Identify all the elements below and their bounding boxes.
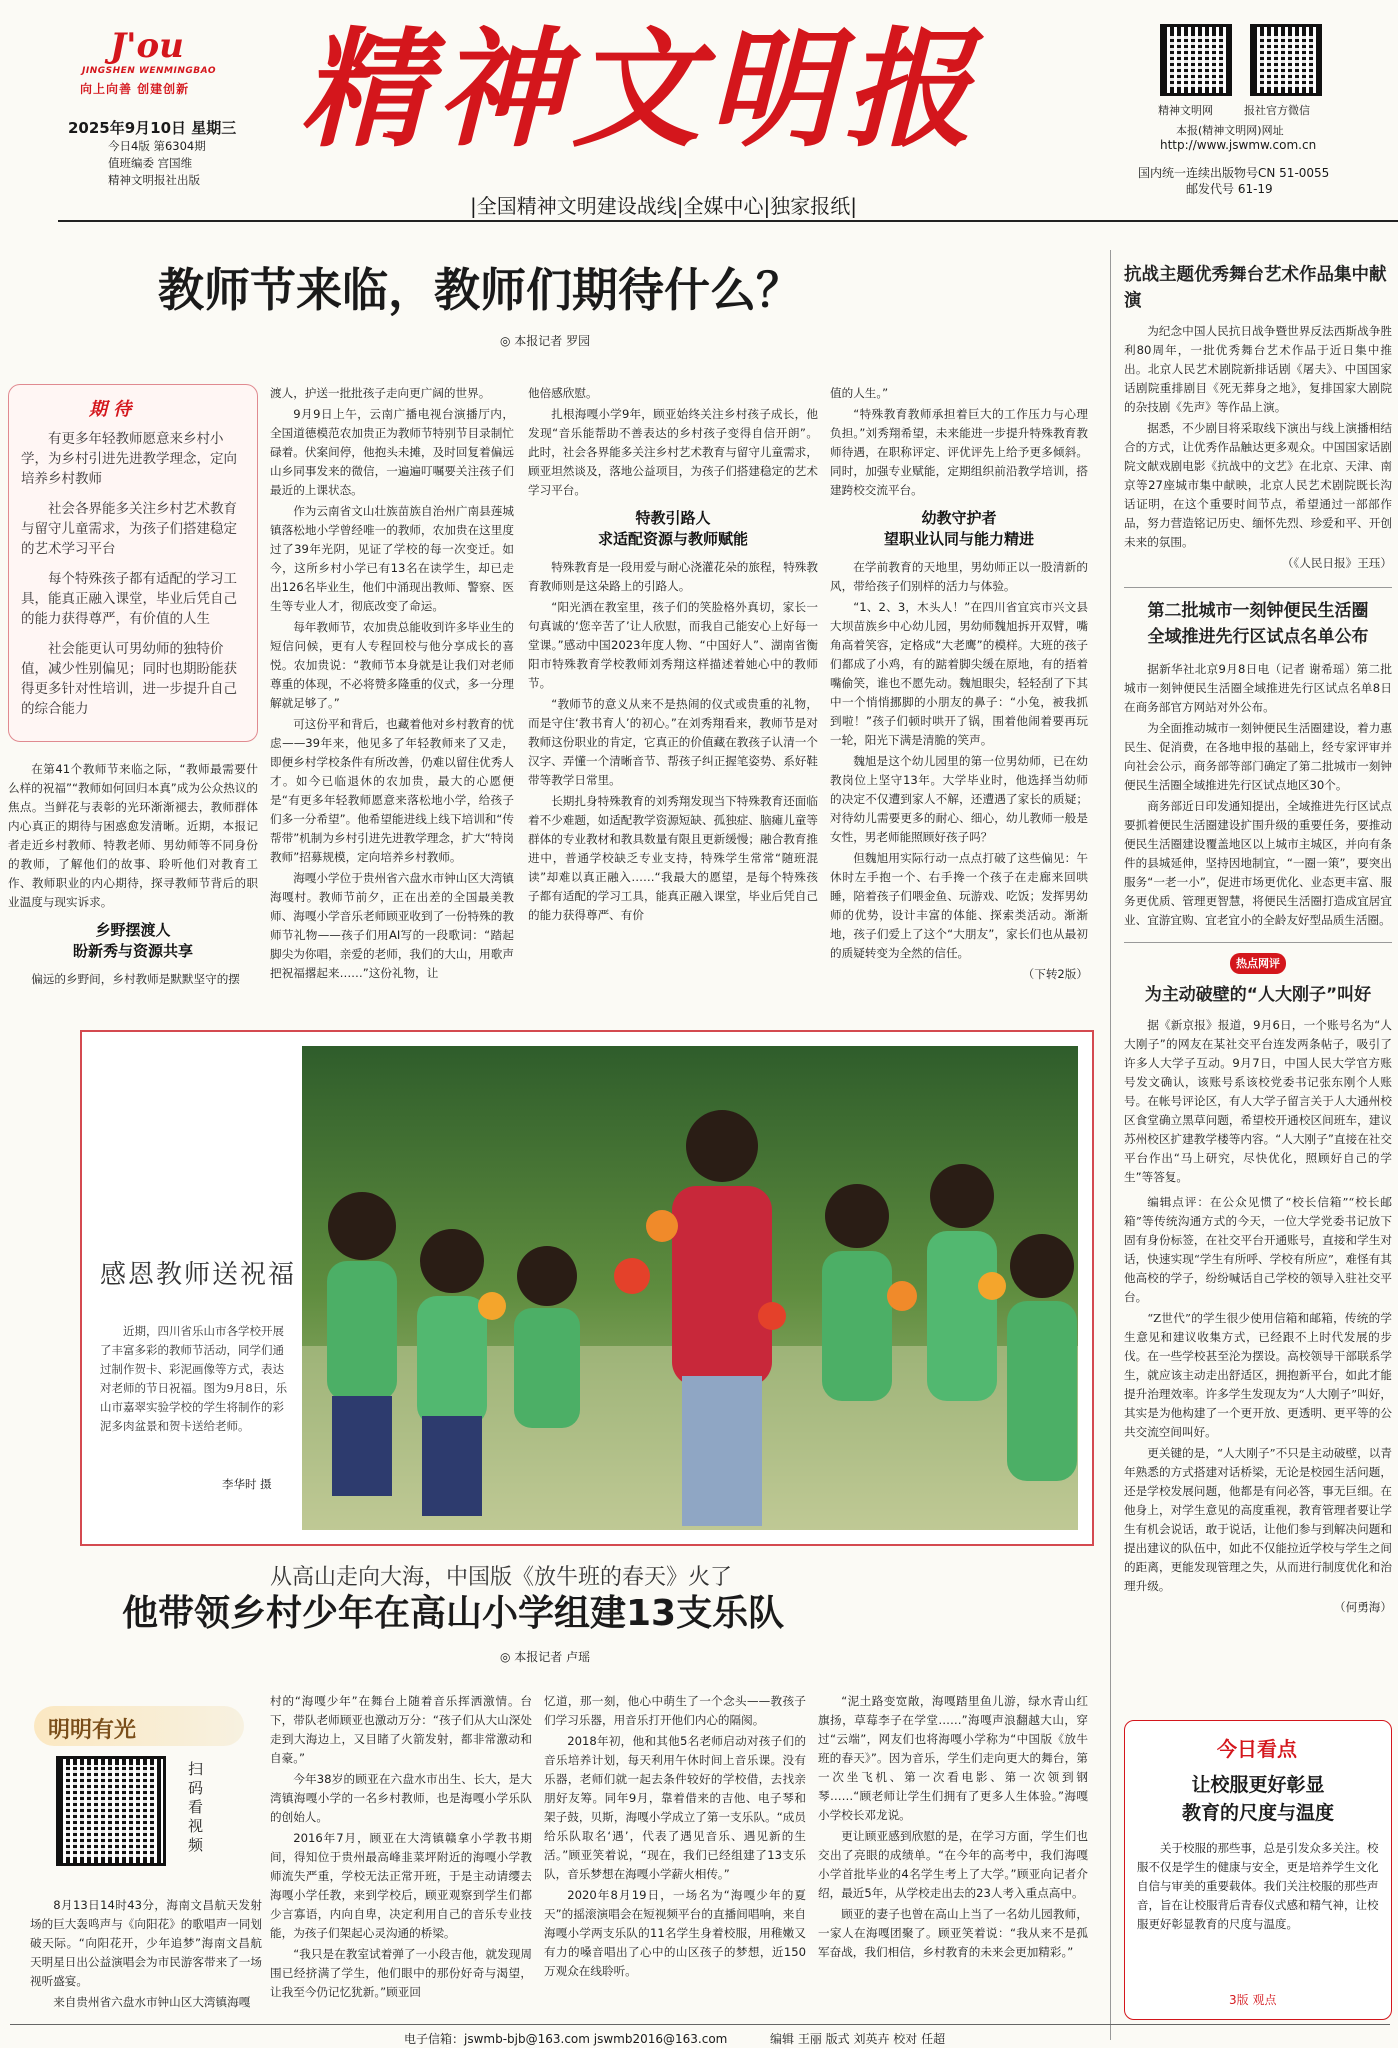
source: （何勇海） <box>1334 1600 1392 1614</box>
paragraph: 2020年8月19日，一场名为“海嘎少年的夏天”的摇滚演唱会在短视频平台的直播间唱响，来自海嘎小学两支乐队的11名学生身着校服，用稚嫩又有力的嗓音唱出了心中的山区孩子的梦想，近150万观众在线聆听。 <box>544 1888 806 1978</box>
paragraph: 村的“海嘎少年”在舞台上随着音乐挥洒激情。台下，带队老师顾亚也激动万分：“孩子们从大山深处走到大海边上，又目睹了火箭发射，都非常激动和自豪。” <box>270 1694 532 1765</box>
lead-column-3 <box>528 384 818 927</box>
paragraph: 扎根海嘎小学9年，顾亚始终关注乡村孩子成长，他发现“音乐能帮助不善表达的乡村孩子变得自信开朗”。此时，社会各界能多关注乡村艺术教育与留守儿童需求，顾亚坦然谈及，落地公益项目，为孩子们搭建稳定的艺术学习平台。 <box>528 407 818 497</box>
mingming-label: 明明有光 <box>48 1718 137 1743</box>
masthead-divider <box>58 220 1398 222</box>
expectation-item: 有更多年轻教师愿意来乡村小学，为乡村引进先进教学理念，定向培养乡村教师 <box>21 431 237 487</box>
issue-info <box>68 118 268 189</box>
paragraph: 海嘎小学位于贵州省六盘水市钟山区大湾镇海嘎村。教师节前夕，正在出差的全国最美教师、海嘎小学音乐老师顾亚收到了一份特殊的教师节礼物——孩子们用AI写的一段歌词：“踏起脚尖为你唱，亲爱的老师，我们的大山，用歌声把祝福撂起来……”这份礼物，让 <box>270 871 514 980</box>
editor-comment <box>1124 1193 1392 1617</box>
second-column-1 <box>30 1896 262 2014</box>
logo-mark: J'ou <box>110 26 184 66</box>
section-slogan: |全国精神文明建设战线|全媒中心|独家报纸| <box>470 194 857 218</box>
subhead-rural: 乡野摆渡人 盼新秀与资源共享 <box>72 921 193 960</box>
qr2-label: 报社官方微信 <box>1244 104 1310 117</box>
paragraph: 更关键的是，“人大刚子”不只是主动破壁，以青年熟悉的方式搭建对话桥梁，无论是校园生活问题，还是学校发展问题，他都是有问必答，事无巨细。在他身上，对学生意见的高度重视，教育管理者要让学生有机会说话，敢于说话，让他们参与到解决问题和提出建议的队伍中，如此不仅能拉近学校与学生之间的距离，更能发现管理之失，从而进行制度优化和治理升级。 <box>1124 1446 1392 1593</box>
column-divider <box>1110 250 1111 2040</box>
brief-headline-stage: 抗战主题优秀舞台艺术作品集中献演 <box>1124 265 1387 311</box>
site-url[interactable]: http://www.jswmw.com.cn <box>1160 138 1317 152</box>
expectations-list <box>21 429 247 719</box>
source: （《人民日报》王珏） <box>1281 556 1392 570</box>
lead-intro: 在第41个教师节来临之际，“教师最需要什么样的祝福”“教师如何回归本真”成为公众热议的焦点。当鲜花与表彰的光环渐渐褪去，教师群体内心真正的期待与困惑愈发清晰。近期，本报记者走近乡村教师、特教老师、男幼师等不同身份的教师，了解他们的故事、聆听他们对教育工作、教师职业的内心期待，探寻教师节背后的职业温度与现实诉求。 <box>8 762 258 909</box>
footer-staff: 编辑 王丽 版式 刘英卉 校对 任超 <box>770 2032 946 2046</box>
lead-column-2 <box>270 384 514 985</box>
paragraph: “1、2、3，木头人！”在四川省宜宾市兴文县大坝苗族乡中心幼儿园，男幼师魏旭拆开双臂，嘴角高着笑容，定格成“大老鹰”的模样。大班的孩子们都成了小鸡，有的踮着脚尖缓在原地，有的捂着嘴偷笑，谁也不愿先动。魏旭眼尖，轻轻刮了下其中一个悄悄挪脚的小朋友的鼻子：“小兔，被我抓到啦！”孩子们顿时哄开了锅，围着他闹着要再玩一轮，阳光下满是清脆的笑声。 <box>830 600 1088 747</box>
photo-credit: 李华时 摄 <box>222 1477 272 1491</box>
paragraph: “阳光洒在教室里，孩子们的笑脸格外真切，家长一句真诚的‘您辛苦了’让人欣慰，而我自己能安心上好每一堂课。”感动中国2023年度人物、“中国好人”、湖南省衡阳市特殊教育学校教师刘秀翔这样描述着她心中的教师节。 <box>528 600 818 690</box>
paragraph: 每年教师节，农加贵总能收到许多毕业生的短信问候，更有人专程回校与他分享成长的喜悦。农加贵说：“教师节本身就是让我们对老师尊重的体现，不必将赞多隆重的仪式，多一分理解就足够了。” <box>270 620 514 710</box>
paragraph: 偏远的乡野间，乡村教师是默默坚守的摆 <box>31 972 240 986</box>
paragraph: 魏旭是这个幼儿园里的第一位男幼师，已在幼教岗位上坚守13年。大学毕业时，他选择当幼师的决定不仅遭到家人不解，还遭遇了家长的质疑；对待幼儿需要更多的耐心、细心，幼儿教师一般是女性，男老师能照顾好孩子吗？ <box>830 754 1088 844</box>
teachers-day-photo[interactable] <box>302 1046 1078 1530</box>
photo-illustration <box>302 1046 1078 1530</box>
mingming-badge <box>34 1706 244 1746</box>
expectation-item: 社会各界能多关注乡村艺术教育与留守儿童需求，为孩子们搭建稳定的艺术学习平台 <box>21 501 237 557</box>
masthead <box>0 0 1398 218</box>
paragraph: 值的人生。” <box>830 386 889 400</box>
second-column-3 <box>544 1692 806 1983</box>
video-qr-code[interactable] <box>56 1756 166 1866</box>
paragraph: “我只是在教室试着弹了一小段吉他，就发现周围已经挤满了学生，他们眼中的那份好奇与渴望，让我至今仍记忆犹新。”顾亚回 <box>270 1947 532 1999</box>
expectation-item: 社会能更认可男幼师的独特价值，减少性别偏见；同时也期盼能获得更多针对性培训，进一步提升自己的综合能力 <box>21 641 237 717</box>
today-headline: 让校服更好彰显 教育的尺度与温度 <box>1181 1774 1334 1824</box>
newspaper-logo <box>70 26 260 96</box>
hot-comment-header <box>1124 942 1392 974</box>
logo-pinyin: JINGSHEN WENMINGBAO <box>82 66 216 76</box>
paragraph: “教师节的意义从来不是热闹的仪式或贵重的礼物，而是守住‘教书育人’的初心。”在刘秀翔看来，教师节是对教师这份职业的肯定，它真正的价值藏在教孩子认清一个汉字、弄懂一个清晰音节、帮孩子纠正握笔姿势、系好鞋带等教学日常里。 <box>528 697 818 787</box>
issue-edition: 今日4版 第6304期 <box>108 139 206 153</box>
scan-video-label: 扫码看视频 <box>188 1760 204 1854</box>
second-kicker: 从高山走向大海，中国版《放牛班的春天》火了 <box>270 1565 733 1590</box>
cn-number: 国内统一连续出版物号CN 51-0055 <box>1138 166 1330 180</box>
footer-email: 电子信箱：jswmb-bjb@163.com jswmb2016@163.com <box>404 2032 728 2046</box>
paragraph: 9月9日上午，云南广播电视台演播厅内，全国道德模范农加贵正为教师节特别节目录制忙碌着。伏案间停，他抱头未摊，及时回复着偏远山乡同事发来的微信，一遍遍叮嘱要关注孩子们最近的上课状态。 <box>270 407 514 497</box>
today-page-ref: 3版 观点 <box>1229 1993 1277 2007</box>
paragraph: 忆道，那一刻，他心中萌生了一个念头——教孩子们学习乐器，用音乐打开他们内心的隔阂。 <box>544 1694 806 1727</box>
brief-headline-lifecircle: 第二批城市一刻钟便民生活圈 全域推进先行区试点名单公布 <box>1124 587 1392 650</box>
today-label: 今日看点 <box>1217 1737 1297 1761</box>
paragraph: 在学前教育的天地里，男幼师正以一股清新的风，带给孩子们别样的活力与体验。 <box>830 560 1088 593</box>
paragraph: 他倍感欣慰。 <box>528 386 598 400</box>
paragraph: 为全面推动城市一刻钟便民生活圈建设，着力惠民生、促消费，在各地申报的基础上，经专家评审并向社会公示，商务部等部门确定了第二批城市一刻钟便民生活圈全域推进先行区试点地区30个。 <box>1124 721 1392 792</box>
second-headline: 他带领乡村少年在高山小学组建13支乐队 <box>122 1593 785 1634</box>
paragraph: 据新华社北京9月8日电（记者 谢希瑶）第二批城市一刻钟便民生活圈全域推进先行区试点名单8日在商务部官方网站对外公布。 <box>1124 662 1392 714</box>
lead-column-4 <box>830 384 1088 986</box>
qr1-label: 精神文明网 <box>1158 104 1213 117</box>
paragraph: 8月13日14时43分，海南文昌航天发射场的巨大轰鸣声与《向阳花》的歌唱声一同划破天际。“向阳花开，少年追梦”海南文昌航天明星日出公益演唱会为市民游客带来了一场视听盛宴。 <box>30 1898 262 1988</box>
paragraph: “特殊教育教师承担着巨大的工作压力与心理负担。”刘秀翔希望，未来能进一步提升特殊教育教师待遇，在职称评定、评优评先上给予更多倾斜。同时，加强专业赋能，定期组织前沿教学培训，搭建跨校交流平台。 <box>830 407 1088 497</box>
paragraph: 据《新京报》报道，9月6日，一个账号名为“人大刚子”的网友在某社交平台连发两条帖子，吸引了许多人大学子互动。9月7日，中国人民大学官方账号发文确认，该账号系该校党委书记张东刚个人账号。在帐号评论区，有人大学子留言关于人大通州校区食堂确立黑草问题，希望校开通校区间班车，建议苏州校区扩建教学楼等内容。“人大刚子”直接在社交平台作出“马上研究，尽快优化，照顾好自己的学生”等答复。 <box>1124 1018 1392 1184</box>
paragraph: 编辑点评：在公众见惯了“校长信箱”“校长邮箱”等传统沟通方式的今天，一位大学党委书记放下固有身份标签，在社交平台开通账号，直接和学生对话，快速实现“学生有所呼、学校有所应”，难怪有其他高校的学子，纷纷喊话自己学校的领导入驻社交平台。 <box>1124 1195 1392 1304</box>
newspaper-title: 精神文明报 <box>300 15 981 165</box>
second-column-2 <box>270 1692 532 2004</box>
paragraph: 为纪念中国人民抗日战争暨世界反法西斯战争胜利80周年，一批优秀舞台艺术作品于近日集中推出。北京人民艺术剧院新排话剧《屠夫》、中国国家话剧院重排剧目《死无葬身之地》，复排国家大剧院的杂技剧《先声》等作品上演。 <box>1124 324 1392 414</box>
right-column <box>1124 262 1392 1619</box>
paragraph: 可这份平和背后，也藏着他对乡村教育的忧虑——39年来，他见多了年轻教师来了又走，即便乡村学校条件有所改善，仍难以留住优秀人才。如今已临退休的农加贵，最大的心愿便是“有更多年轻教师愿意来落松地小学，给孩子们多一分希望”。他希望能进线上线下培训和“传帮带”机制为乡村引进先进教学理念，扩大“特岗教师”招募规模，定向培养乡村教师。 <box>270 717 514 864</box>
paragraph: “泥土路变宽敞，海嘎踏里鱼儿游，绿水青山红旗扬，草莓李子在学堂……”海嘎声浪翻越大山，穿过“云端”，网友们也将海嘎小学称为“中国版《放牛班的春天》”。因为音乐，学生们走向更大的舞台，第一次坐飞机、第一次看电影、第一次领到钢琴……“顾老师让学生们拥有了更多人生体验。”海嘎小学校长邓龙说。 <box>818 1694 1088 1822</box>
paragraph: 长期扎身特殊教育的刘秀翔发现当下特殊教育还面临着不少难题，如适配教学资源短缺、孤独症、脑瘫儿童等群体的专业教材和教具数量有限且更新缓慢；融合教育推进中，普通学校缺乏专业支持，特殊学生常常“随班混读”却难以真正融入……“我最大的愿望，是每个特殊孩子都有适配的学习工具，能真正融入课堂，毕业后凭自己的能力获得尊严、有价 <box>528 794 818 922</box>
subhead-special-ed: 特教引路人 求适配资源与教师赋能 <box>597 509 748 548</box>
paragraph: 但魏旭用实际行动一点点打破了这些偏见：午休时左手抱一个、右手搀一个孩子在走廊来回哄睡，陪着孩子们喂金鱼、玩游戏、吃饭；发挥男幼师的优势，设计丰富的体能、探索类活动。渐渐地，孩子们爱上了这个“大朋友”，家长们也从最初的质疑转变为全然的信任。 <box>830 851 1088 960</box>
paragraph: 2018年初，他和其他5名老师启动对孩子们的音乐培养计划，每天利用午休时间上音乐课。没有乐器，老师们就一起去条件较好的学校借，去找亲朋好友筹。同年9月，靠着借来的吉他、电子琴和架子鼓，贝斯，海嘎小学成立了第一支乐队。“成员给乐队取名‘遇’，代表了遇见音乐、遇见新的生活。”顾亚笑着说，“现在，我们已经组建了13支乐队，音乐梦想在海嘎小学薪火相传。” <box>544 1734 806 1881</box>
photo-caption: 近期，四川省乐山市各学校开展了丰富多彩的教师节活动，同学们通过制作贺卡、彩泥画像等方式，表达对老师的节日祝福。图为9月8日，乐山市嘉翠实验学校的学生将制作的彩泥多肉盆景和贺卡送给老师。 <box>100 1324 288 1433</box>
brief-headline-comment: 为主动破壁的“人大刚子”叫好 <box>1144 985 1372 1005</box>
today-summary: 关于校服的那些事，总是引发众多关注。校服不仅是学生的健康与安全，更是培养学生文化自信与审美的重要载体。我们关注校服的那些声音，旨在让校服背后青春仪式感和精气神，让校服更好彰显教育的尺度与温度。 <box>1137 1841 1379 1931</box>
paragraph: 作为云南省文山壮族苗族自治州广南县莲城镇落松地小学曾经唯一的教师，农加贵在这里度过了39年光阴，见证了学校的每一次变迁。如今，这所乡村小学已有13名在读学生，却已走出126名毕业生，他们中涌现出教师、警察、医生等专业人才，彻底改变了命运。 <box>270 504 514 613</box>
qr-code-website[interactable] <box>1160 24 1232 96</box>
paragraph: 2016年7月，顾亚在大湾镇赣拿小学教书期间，得知位于贵州最高峰韭菜坪附近的海嘎小学教师流失严重，学校无法正常开班，于是主动请缨去海嘎小学任教，来到学校后，顾亚观察到学生们都少言寡语，内向自卑，决定利用自己的音乐专业技能，为孩子们架起心灵沟通的桥梁。 <box>270 1831 532 1940</box>
footer-divider <box>10 2024 1390 2025</box>
paragraph: 商务部近日印发通知提出，全域推进先行区试点要抓着便民生活圈建设扩围升级的重要任务，要推动便民生活圈建设覆盖地区以上城市主城区，并向有条件的县城延伸，坚持因地制宜，“一圈一策”，要突出服务“一老一小”，促进市场更优化、业态更丰富、服务更优质、管理更智慧，将便民生活圈打造成宜居宜业、宜游宜购、宜老宜小的全龄友好型品质生活圈。 <box>1124 799 1392 927</box>
paragraph: 据悉，不少剧目将采取线下演出与线上演播相结合的方式，让优秀作品触达更多观众。中国国家话剧院文献戏剧电影《抗战中的文艺》在北京、天津、南京等27座城市集中献映，北京人民艺术剧院既长沟话证明，在这个重要时间节点，希望通过一部部作品，努力营造铭记历史、缅怀先烈、珍爱和平、开创未来的氛围。 <box>1124 421 1392 549</box>
today-highlight-box[interactable] <box>1124 1720 1392 2020</box>
paragraph: 渡人，护送一批批孩子走向更广阔的世界。 <box>270 386 491 400</box>
paragraph: “Z世代”的学生很少使用信箱和邮箱，传统的学生意见和建议收集方式，已经跟不上时代发展的步伐。在一些学校甚至沦为摆设。高校领导干部联系学生，就应该主动走出舒适区，拥抱新平台，如此才能提升治理效率。许多学生发现友为“人大刚子”叫好，其实是为他构建了一个更开放、更透明、更平等的公共交流空间叫好。 <box>1124 1311 1392 1439</box>
issue-date: 2025年9月10日 星期三 <box>68 119 237 137</box>
issue-editor: 值班编委 宫国维 <box>108 156 193 170</box>
lead-headline: 教师节来临，教师们期待什么？ <box>158 263 802 317</box>
paragraph: 更让顾亚感到欣慰的是，在学习方面，学生们也交出了亮眼的成绩单。“在今年的高考中，我们海嘎小学首批毕业的4名学生考上了大学。”顾亚向记者介绍，最近5年，从学校走出去的23人考入重点高中。 <box>818 1829 1088 1900</box>
issue-publisher: 精神文明报社出版 <box>108 173 200 187</box>
hot-comment-badge: 热点网评 <box>1230 953 1286 974</box>
paragraph: 今年38岁的顾亚在六盘水市出生、长大，是大湾镇海嘎小学的一名乡村教师，也是海嘎小学乐队的创始人。 <box>270 1772 532 1824</box>
lead-byline: ◎ 本报记者 罗园 <box>500 334 591 348</box>
second-byline: ◎ 本报记者 卢瑶 <box>500 1650 591 1664</box>
post-code: 邮发代号 61-19 <box>1186 182 1273 196</box>
qr-code-wechat[interactable] <box>1250 24 1322 96</box>
paragraph: 来自贵州省六盘水市钟山区大湾镇海嘎 <box>53 1995 251 2009</box>
subhead-kindergarten: 幼教守护者 望职业认同与能力精进 <box>883 509 1034 548</box>
continue-note: （下转2版） <box>1022 967 1088 981</box>
lead-column-1 <box>8 760 258 991</box>
expectations-box <box>8 384 258 742</box>
second-column-4 <box>818 1692 1088 1964</box>
expectations-title: 期 待 <box>89 399 132 420</box>
photo-feature <box>80 1030 1094 1546</box>
expectation-item: 每个特殊孩子都有适配的学习工具，能真正融入课堂，毕业后凭自己的能力获得尊严，有价值的人生 <box>21 571 237 627</box>
photo-title: 感恩教师送祝福 <box>100 1260 297 1290</box>
paragraph: 特殊教育是一段用爱与耐心浇灌花朵的旅程，特殊教育教师则是这朵路上的引路人。 <box>528 560 818 593</box>
paragraph: 顾亚的妻子也曾在高山上当了一名幼儿园教师，一家人在海嘎团聚了。顾亚笑着说：“我从来不是孤军奋战，我们相信，乡村教育的未来会更加精彩。” <box>818 1907 1088 1959</box>
logo-slogan: 向上向善 创建创新 <box>80 82 190 96</box>
site-label: 本报(精神文明网)网址 <box>1176 124 1284 137</box>
